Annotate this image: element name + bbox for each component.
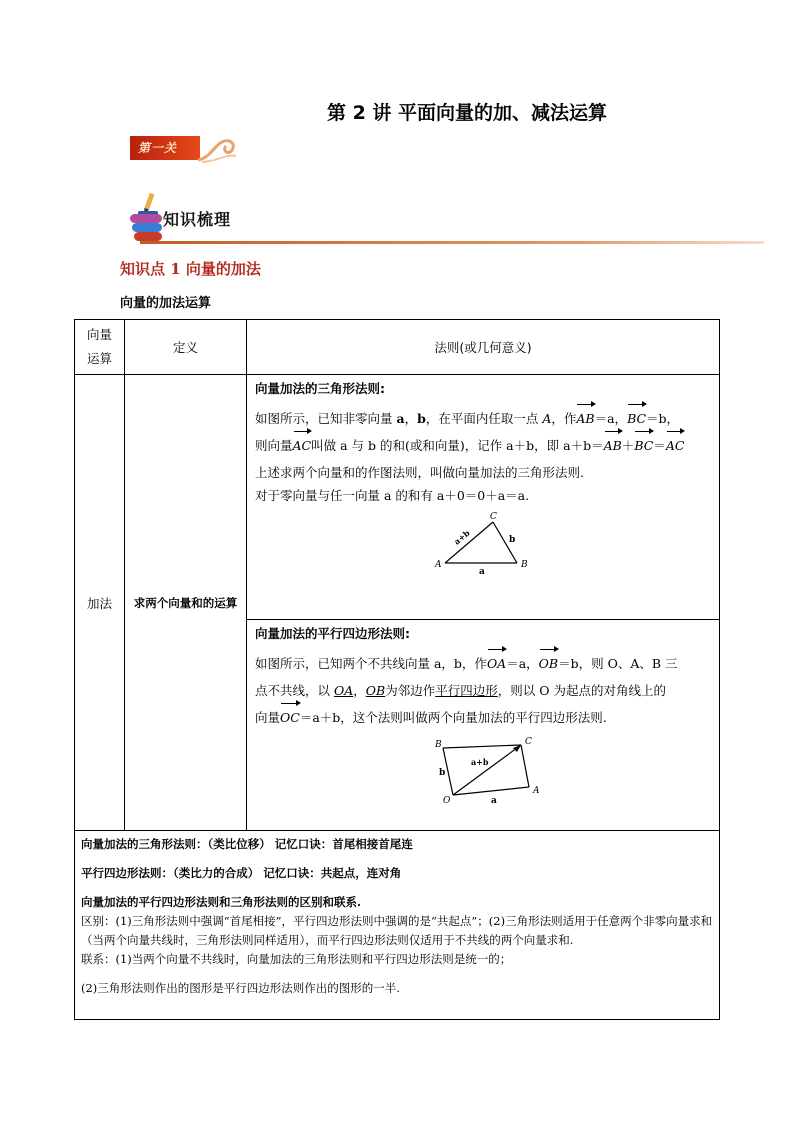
text: ＝a， [594,411,628,426]
parallelogram-rule-title: 向量加法的平行四边形法则: [255,626,410,641]
text: OA [333,683,354,698]
definition-cell: 求两个向量和的运算 [125,375,247,831]
text: 如图所示，已知非零向量 [255,411,397,426]
triangle-rule-cell [247,375,720,620]
triangle-line-3: 上述求两个向量和的作图法则，叫做向量加法的三角形法则. [255,465,584,480]
label-C: C [490,512,497,522]
text: 为邻边作 [385,683,436,698]
text: 点不共线，以 [255,683,334,698]
label-O: O [443,796,451,805]
note-1: 向量加法的三角形法则：（类比位移） 记忆口诀：首尾相接首尾连 [81,837,413,851]
note-2: 平行四边形法则：（类比力的合成） 记忆口诀：共起点，连对角 [81,866,402,880]
level-banner [130,134,240,162]
label-B: B [521,560,528,570]
note-6: (2)三角形法则作出的图形是平行四边形法则作出的图形的一半. [81,981,400,995]
text: OB [365,683,386,698]
parallelogram-link[interactable]: 平行四边形 [435,683,498,698]
text: ＋ [621,438,635,453]
label-a-plus-b: a+b [451,527,472,547]
vector-AB: AB [604,432,622,459]
notes-row [75,831,720,1020]
label-A: A [533,786,540,796]
triangle-line-2 [255,432,709,459]
divider [140,241,764,244]
text: ，在平面内任取一点 [425,411,543,426]
swirl-decoration-icon [196,134,242,164]
text: ，作 [551,411,577,426]
label-B: B [435,740,442,750]
label-a: a [491,796,497,805]
text: b [417,411,426,426]
label-a-plus-b: a+b [471,757,489,767]
label-C: C [525,737,532,747]
label-A: A [435,560,442,570]
vector-AC: AC [293,432,312,459]
vector-OC: OC [280,704,300,731]
note-3: 向量加法的平行四边形法则和三角形法则的区别和联系. [81,895,362,909]
vector-AC: AC [666,432,685,459]
label-b: b [509,535,516,545]
table-row [75,375,720,620]
parallelogram-line-2 [255,677,709,704]
parallelogram-line-1 [255,650,709,677]
header-definition: 定义 [125,320,247,375]
text: ，则以 O 为起点的对角线上的 [497,683,666,698]
text: 叫做 a 与 b 的和(或和向量)，记作 a＋b，即 a＋b＝ [311,438,604,453]
vector-addition-table [74,319,720,1020]
vector-BC: BC [634,432,653,459]
triangle-figure [433,510,543,574]
label-b: b [439,768,446,778]
op-cell: 加法 [75,375,125,831]
sub-heading: 向量的加法运算 [120,296,212,311]
text: ， [353,683,366,698]
label-a: a [479,567,485,574]
parallelogram-figure [435,735,555,805]
note-5: 联系：(1)当两个向量不共线时，向量加法的三角形法则和平行四边形法则是统一的； [81,952,512,966]
knowledge-point-heading: 知识点 1 向量的加法 [120,260,261,278]
table-header-row [75,320,720,375]
section-banner [130,193,280,241]
text: ＝a＋b，这个法则叫做两个向量加法的平行四边形法则. [299,710,607,725]
text: ＝a， [506,656,539,671]
notes-cell [75,831,720,1020]
parallelogram-line-3 [255,704,709,731]
triangle-rule-title: 向量加法的三角形法则: [255,381,385,396]
header-rule: 法则(或几何意义) [247,320,720,375]
text: A [542,411,552,426]
level-banner-label: 第一关 [138,141,178,155]
text: 如图所示，已知两个不共线向量 a，b，作 [255,656,487,671]
text: ＝ [653,438,666,453]
text: a [396,411,405,426]
section-banner-label: 知识梳理 [163,210,232,229]
text: 向量 [255,710,281,725]
page-title: 第 2 讲 平面向量的加、减法运算 [326,102,608,124]
vector-BC: BC [627,405,646,432]
triangle-line-1 [255,405,709,432]
text: ， [404,411,418,426]
header-op: 向量运算 [75,320,125,375]
note-4: 区别：(1)三角形法则中强调“首尾相接”，平行四边形法则中强调的是“共起点”；(2)三角形法则适用于任意两个非零向量求和（当两个向量共线时，三角形法则同样适用），而平行四边形法则仅适用于不共线的两个向量求和. [81,914,713,947]
vector-AB: AB [576,405,594,432]
text: ＝b， [646,411,680,426]
triangle-line-4: 对于零向量与任一向量 a 的和有 a＋0＝0＋a＝a. [255,488,530,503]
text: 则向量 [255,438,293,453]
text: ＝b，则 O、A、B 三 [558,656,678,671]
vector-OA: OA [487,650,506,677]
vector-OB: OB [539,650,558,677]
parallelogram-rule-cell [247,620,720,831]
